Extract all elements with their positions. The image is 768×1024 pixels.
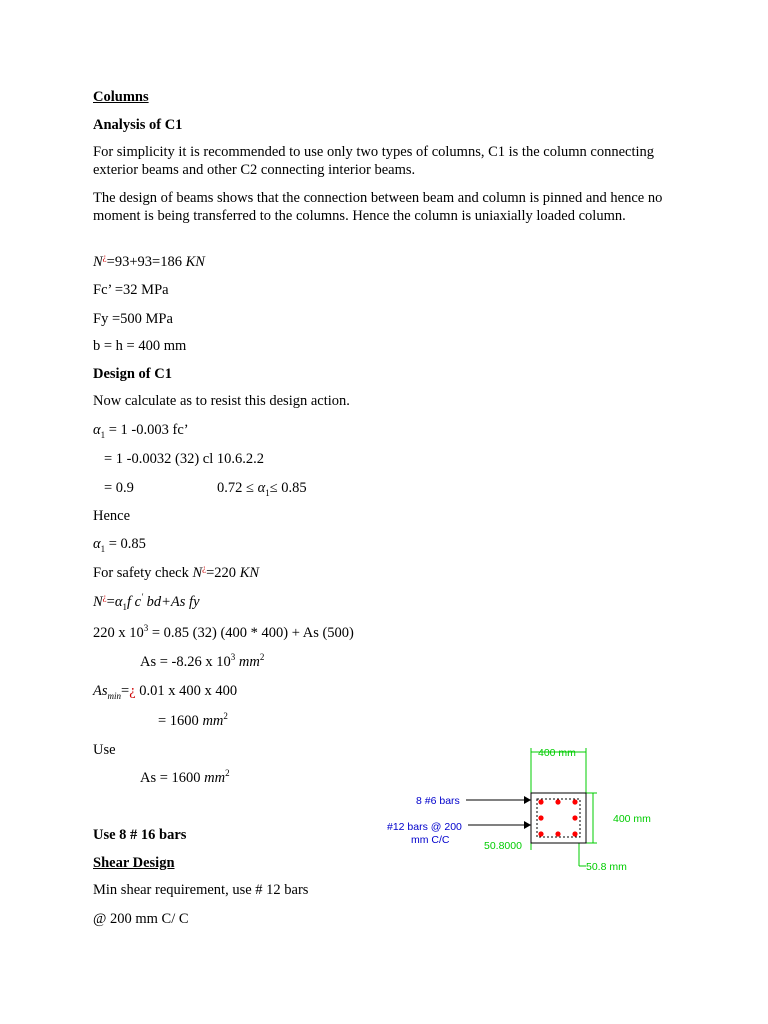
beam-connection-paragraph: The design of beams shows that the connection between beam and column is pinned and hence no moment is being transferred to the columns. Hence the column is uniaxially loaded column. xyxy=(93,190,663,224)
calc-intro: Now calculate as to resist this design action. xyxy=(93,393,350,409)
substituted-equation: 220 x $10^3 = 0.85$ (32) (400 * 400) + As (500) xyxy=(93,623,354,641)
intro-paragraph: For simplicity it is recommended to use only two types of columns, C1 is the column connecting exterior beams and other C2 connecting interior beams. xyxy=(93,144,654,178)
cover-left-label: 50.8000 xyxy=(484,840,522,852)
analysis-heading: Analysis of C1 xyxy=(93,117,183,133)
fy-value: Fy =500 MPa xyxy=(93,311,173,327)
alpha-range: $0.72 \le \alpha_1\le 0.85$ xyxy=(217,480,307,498)
dim-right-label: 400 mm xyxy=(613,813,651,825)
rebar xyxy=(572,831,577,836)
rebar xyxy=(555,799,560,804)
shear-spacing: @ 200 mm C/ C xyxy=(93,911,189,927)
safety-check: For safety check N¿=220 KN xyxy=(93,563,260,581)
rebar xyxy=(538,815,543,820)
ties-label-2: mm C/C xyxy=(411,834,450,846)
as-adopted: As = 1600 $mm^2$ xyxy=(140,768,230,786)
alpha-final: $\alpha_1 = 0.85$ xyxy=(93,536,146,554)
section-size: b = h = 400 mm xyxy=(93,338,187,354)
shear-requirement: Min shear requirement, use # 12 bars xyxy=(93,882,309,898)
as-min-equation: $As_{min}=¿$ 0.01 x 400 x 400 xyxy=(93,683,238,701)
shear-heading: Shear Design xyxy=(93,855,175,871)
as-result: As = -8.26 x $10^3$ $mm^2$ xyxy=(140,652,265,670)
dimension-lines xyxy=(531,748,597,866)
ties-label-1: #12 bars @ 200 xyxy=(387,821,462,833)
design-heading: Design of C1 xyxy=(93,366,172,382)
bars-label: 8 #6 bars xyxy=(416,795,460,807)
leader-arrow xyxy=(524,821,531,829)
cover-bottom-label: 50.8 mm xyxy=(586,861,627,873)
dim-top-label: 400 mm xyxy=(538,747,576,759)
rebar xyxy=(538,831,543,836)
rebar xyxy=(555,831,560,836)
page-title: Columns xyxy=(93,89,149,105)
use-label: Use xyxy=(93,742,116,758)
rebar xyxy=(538,799,543,804)
hence-label: Hence xyxy=(93,508,131,524)
alpha-equation-1: $\alpha_1 = 1$ -0.003 fc’ xyxy=(93,422,189,440)
as-min-value: = 1600 $mm^2$ xyxy=(158,711,228,729)
leader-lines xyxy=(466,800,531,825)
rebar xyxy=(572,799,577,804)
capacity-formula: $N^¿=\alpha_1f$ c' bd+As fy xyxy=(93,592,200,612)
axial-load-equation: N¿=93+93=186 KN xyxy=(93,252,205,270)
leader-arrow xyxy=(524,796,531,804)
use-bars: Use 8 # 16 bars xyxy=(93,827,187,843)
rebar-group xyxy=(538,799,577,836)
rebar xyxy=(572,815,577,820)
alpha-equation-3: = 0.9 xyxy=(104,480,134,496)
fc-value: Fc’ =32 MPa xyxy=(93,282,169,298)
alpha-equation-2: = 1 -0.0032 (32) cl 10.6.2.2 xyxy=(104,451,265,467)
